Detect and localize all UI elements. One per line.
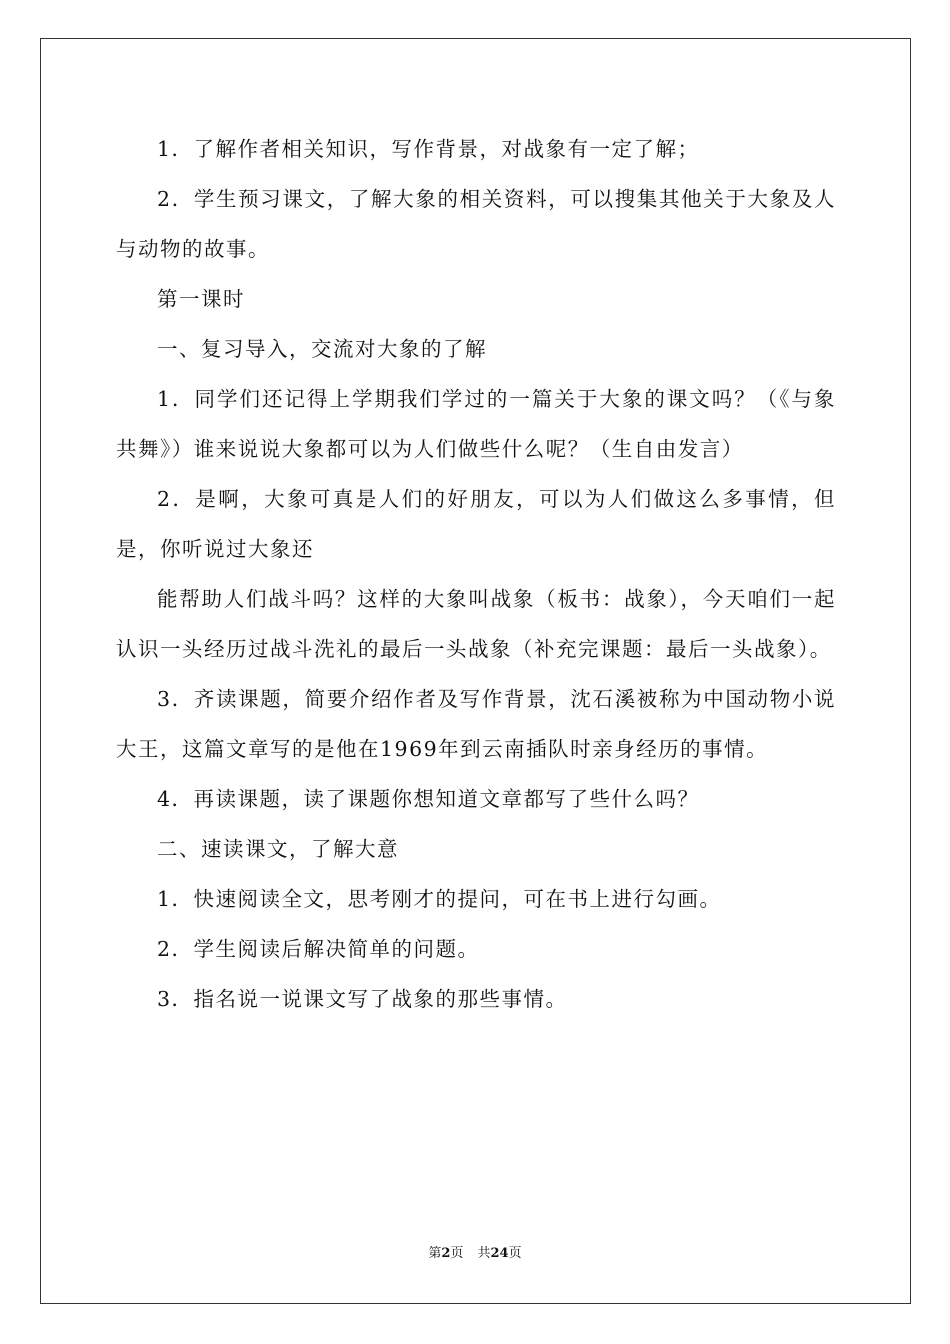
total-suffix: 页 [508, 1246, 522, 1261]
section-heading-skim: 二、速读课文，了解大意 [157, 837, 399, 861]
paragraph-6: 3．齐读课题，简要介绍作者及写作背景，沈石溪被称为中国动物小说大王，这篇文章写的是他在1969年到云南插队时亲身经历的事情。 [116, 687, 836, 761]
page-total: 24 [490, 1246, 509, 1261]
page-footer [0, 1242, 950, 1261]
paragraph-8: 1．快速阅读全文，思考刚才的提问，可在书上进行勾画。 [157, 887, 722, 911]
page-suffix: 页 [450, 1246, 464, 1261]
total-prefix: 共 [477, 1246, 491, 1261]
paragraph-10: 3．指名说一说课文写了战象的那些事情。 [157, 987, 568, 1011]
paragraph-2: 2．学生预习课文，了解大象的相关资料，可以搜集其他关于大象及人与动物的故事。 [116, 187, 836, 261]
paragraph-5: 能帮助人们战斗吗？这样的大象叫战象（板书：战象），今天咱们一起认识一头经历过战斗洗礼的最后一头战象（补充完课题：最后一头战象）。 [116, 587, 836, 661]
paragraph-1: 1．了解作者相关知识，写作背景，对战象有一定了解； [157, 137, 700, 161]
paragraph-9: 2．学生阅读后解决简单的问题。 [157, 937, 480, 961]
paragraph-7: 4．再读课题，读了课题你想知道文章都写了些什么吗？ [157, 787, 700, 811]
paragraph-4: 2．是啊，大象可真是人们的好朋友，可以为人们做这么多事情，但是，你听说过大象还 [116, 487, 836, 561]
page-prefix: 第 [428, 1246, 442, 1261]
section-heading-review: 一、复习导入，交流对大象的了解 [157, 337, 487, 361]
paragraph-3: 1．同学们还记得上学期我们学过的一篇关于大象的课文吗？（《与象共舞》）谁来说说大象都可以为人们做些什么呢？（生自由发言） [116, 387, 836, 461]
page-current: 2 [441, 1246, 451, 1261]
document-body [116, 124, 836, 1024]
section-heading-lesson: 第一课时 [157, 287, 245, 311]
